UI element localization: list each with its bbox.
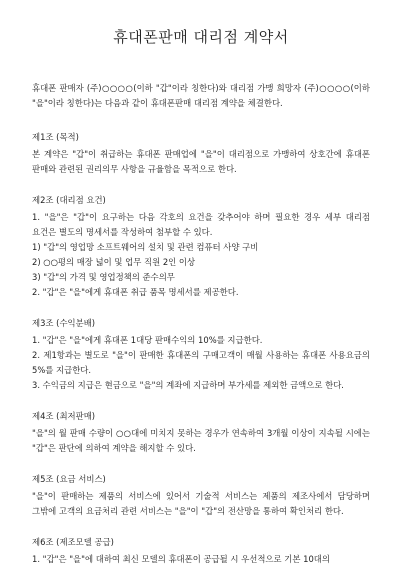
article-text: 2) ○○평의 매장 넓이 및 업무 직원 2인 이상 bbox=[32, 257, 196, 267]
article-2 bbox=[32, 193, 370, 300]
article-text: 3. 수익금의 지급은 현금으로 "을"의 계좌에 지급하며 부가세를 제외한 금액으로 한다. bbox=[32, 380, 344, 390]
intro-paragraph: 휴대폰 판매자 (주)○○○○(이하 "갑"이라 칭한다)와 대리점 가맹 희망자 (주)○○○○(이하 "을"이라 칭한다)는 다음과 같이 휴대폰판매 대리점 계약을 체결한다. bbox=[32, 83, 370, 108]
article-text: 2. "갑"은 "을"에게 휴대폰 취급 품목 명세서를 제공한다. bbox=[32, 287, 239, 297]
article-text: 1. "을"은 "갑"이 요구하는 다음 각호의 요건을 갖추어야 하며 필요한 경우 세부 대리점 요건은 별도의 명세서를 작성하여 첨부할 수 있다. bbox=[32, 212, 370, 237]
article-text: 1. "갑"은 "을"에 대하여 최신 모델의 휴대폰이 공급될 시 우선적으로 기본 10대의 bbox=[32, 554, 330, 564]
article-3 bbox=[32, 316, 370, 393]
article-text: "을"의 월 판매 수량이 ○○대에 미치지 못하는 경우가 연속하여 3개월 이상이 지속될 시에는 "갑"은 판단에 의하여 계약을 해지할 수 있다. bbox=[32, 428, 370, 453]
article-heading: 제4조 (최저판매) bbox=[32, 411, 96, 421]
article-5 bbox=[32, 472, 370, 519]
article-heading: 제5조 (요금 서비스) bbox=[32, 474, 106, 484]
article-text: 1) "갑"의 영업망 소프트웨어의 설치 및 관련 컴퓨터 사양 구비 bbox=[32, 242, 259, 252]
article-4 bbox=[32, 409, 370, 456]
article-text: "을"이 판매하는 제품의 서비스에 있어서 기술적 서비스는 제품의 제조사에서 담당하며 그밖에 고객의 요금처리 관련 서비스는 "을"이 "갑"의 전산망을 통하여 확인처리 한다. bbox=[32, 491, 370, 516]
article-text: 본 계약은 "갑"이 취급하는 휴대폰 판매업에 "을"이 대리점으로 가맹하여 상호간에 휴대폰 판매와 관련된 권리의무 사항을 규율함을 목적으로 한다. bbox=[32, 149, 370, 174]
article-text: 2. 제1항과는 별도로 "을"이 판매한 휴대폰의 구매고객이 매월 사용하는 휴대폰 사용요금의 5%를 지급한다. bbox=[32, 350, 370, 375]
article-1 bbox=[32, 130, 370, 177]
article-heading: 제1조 (목적) bbox=[32, 132, 79, 142]
article-heading: 제2조 (대리점 요건) bbox=[32, 195, 106, 205]
article-text: 1. "갑"은 "을"에게 휴대폰 1대당 판매수익의 10%를 지급한다. bbox=[32, 335, 263, 345]
article-6 bbox=[32, 535, 370, 565]
article-heading: 제6조 (제조모델 공급) bbox=[32, 537, 114, 547]
document-title: 휴대폰판매 대리점 계약서 bbox=[113, 28, 289, 46]
article-text: 3) "갑"의 가격 및 영업정책의 준수의무 bbox=[32, 272, 175, 282]
article-heading: 제3조 (수익분배) bbox=[32, 318, 96, 328]
